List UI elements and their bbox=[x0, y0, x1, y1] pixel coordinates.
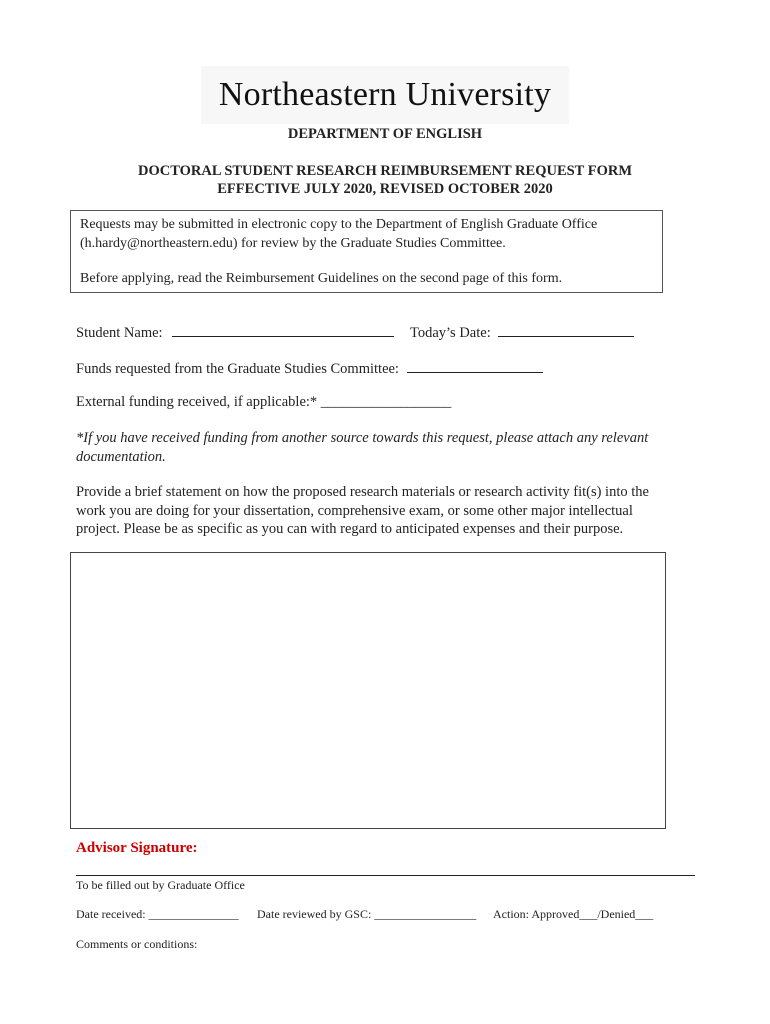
funds-requested-label: Funds requested from the Graduate Studies Committee: bbox=[76, 361, 399, 377]
todays-date-row bbox=[410, 322, 634, 342]
info-line: Before applying, read the Reimbursement Guidelines on the second page of this form. bbox=[80, 271, 563, 286]
form-title: DOCTORAL STUDENT RESEARCH REIMBURSEMENT REQUEST FORM bbox=[137, 163, 633, 179]
comments-label: Comments or conditions: bbox=[76, 937, 198, 951]
student-name-label: Student Name: bbox=[76, 325, 163, 341]
external-funding-label: External funding received, if applicable:* bbox=[76, 394, 318, 410]
date-reviewed-field[interactable]: Date reviewed by GSC: _________________ bbox=[257, 907, 477, 921]
prompt-line: Provide a brief statement on how the proposed research materials or research activity fit(s) into the bbox=[76, 484, 649, 500]
student-name-field[interactable] bbox=[172, 322, 394, 337]
action-field[interactable]: Action: Approved___/Denied___ bbox=[493, 907, 654, 921]
form-effective-date: EFFECTIVE JULY 2020, REVISED OCTOBER 2020 bbox=[217, 181, 553, 197]
logo-text: Northeastern University bbox=[218, 76, 552, 113]
department-heading: DEPARTMENT OF ENGLISH bbox=[287, 126, 483, 142]
submission-info-box bbox=[70, 210, 663, 293]
external-funding-row bbox=[76, 394, 451, 411]
statement-prompt bbox=[76, 483, 686, 539]
statement-text-box[interactable] bbox=[70, 552, 666, 829]
footnote-line: documentation. bbox=[76, 448, 166, 465]
prompt-line: project. Please be as specific as you can with regard to anticipated expenses and their purpose. bbox=[76, 521, 624, 537]
funds-requested-row bbox=[76, 358, 543, 378]
info-line: Requests may be submitted in electronic copy to the Department of English Graduate Office bbox=[80, 217, 598, 232]
signature-line bbox=[76, 875, 695, 876]
funds-requested-field[interactable] bbox=[407, 358, 543, 373]
student-name-row bbox=[76, 322, 394, 342]
todays-date-label: Today’s Date: bbox=[410, 325, 491, 341]
funding-footnote bbox=[76, 429, 686, 466]
advisor-signature-label: Advisor Signature: bbox=[76, 840, 198, 856]
date-received-field[interactable]: Date received: _______________ bbox=[76, 907, 239, 921]
info-line: (h.hardy@northeastern.edu) for review by the Graduate Studies Committee. bbox=[80, 236, 506, 251]
office-use-heading: To be filled out by Graduate Office bbox=[76, 878, 245, 892]
prompt-line: work you are doing for your dissertation, comprehensive exam, or some other major intellectual bbox=[76, 502, 633, 519]
university-logo bbox=[201, 66, 569, 124]
todays-date-field[interactable] bbox=[498, 322, 634, 337]
footnote-line: *If you have received funding from another source towards this request, please attach any relevant bbox=[76, 430, 649, 446]
external-funding-field[interactable]: __________________ bbox=[320, 394, 452, 410]
